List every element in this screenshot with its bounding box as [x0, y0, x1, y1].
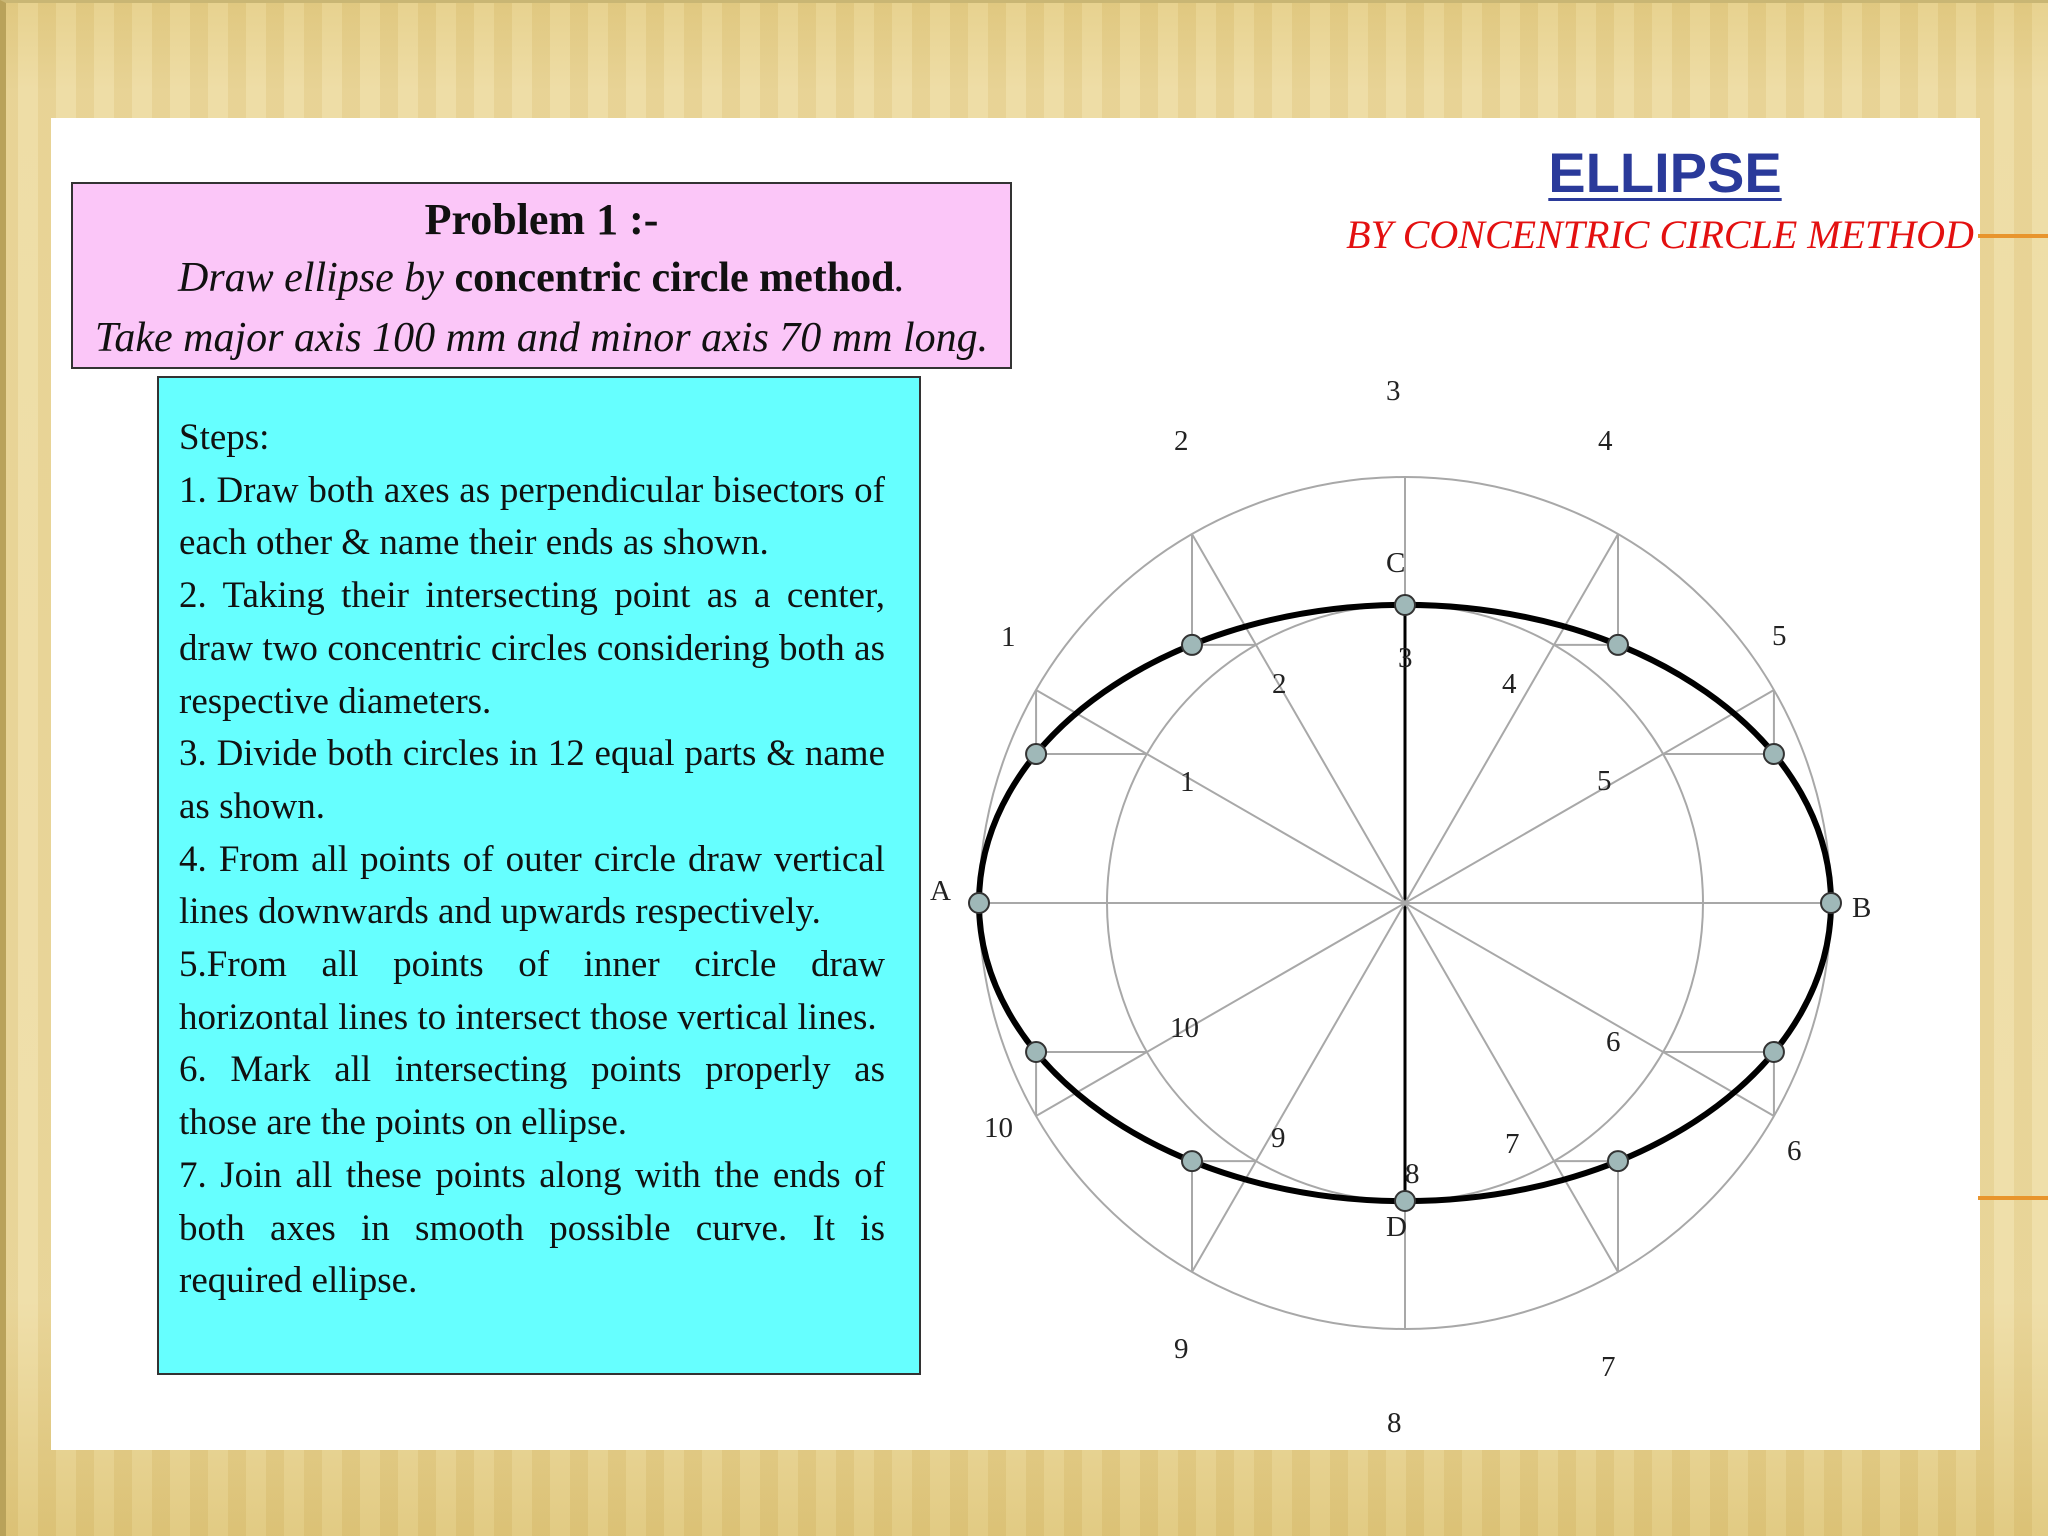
step-2: 2. Taking their intersecting point as a center, draw two concentric circles considering both as respective diameters. [179, 575, 885, 722]
step-3: 3. Divide both circles in 12 equal parts & name as shown. [179, 733, 885, 827]
step-7: 7. Join all these points along with the ends of both axes in smooth possible curve. It is required ellipse. [179, 1154, 885, 1302]
label-d: D [1386, 1211, 1407, 1243]
problem-title: Problem 1 :- [424, 195, 659, 244]
ellipse-point [1821, 893, 1841, 913]
label-c: C [1386, 547, 1406, 579]
outer-label-7: 7 [1601, 1351, 1616, 1383]
ellipse-point [1608, 1151, 1628, 1171]
outer-label-3: 3 [1386, 375, 1401, 407]
step-4: 4. From all points of outer circle draw vertical lines downwards and upwards respectively. [179, 838, 885, 933]
steps-heading: Steps: [179, 417, 270, 458]
ellipse-point [969, 893, 989, 913]
inner-label-6: 6 [1606, 1026, 1621, 1058]
problem-line-2: Take major axis 100 mm and minor axis 70 mm long. [94, 315, 989, 361]
ellipse-point [1395, 1191, 1415, 1211]
inner-label-7: 7 [1505, 1128, 1520, 1160]
inner-label-5: 5 [1597, 765, 1612, 797]
problem-line-1-italic: Draw ellipse by [177, 255, 444, 301]
ellipse-point [1026, 1042, 1046, 1062]
step-5: 5.From all points of inner circle draw horizontal lines to intersect those vertical lines. [179, 944, 885, 1038]
ellipse-point [1764, 1042, 1784, 1062]
label-a: A [930, 875, 951, 907]
inner-label-9: 9 [1271, 1122, 1286, 1154]
outer-label-1: 1 [1001, 621, 1016, 653]
inner-label-10: 10 [1170, 1012, 1199, 1044]
problem-line-1-bold: concentric circle method [454, 255, 895, 301]
outer-label-5: 5 [1772, 620, 1787, 652]
outer-label-4: 4 [1598, 425, 1613, 457]
outer-label-8: 8 [1387, 1407, 1402, 1439]
ellipse-point [1182, 1151, 1202, 1171]
slide-title: ELLIPSE [1548, 141, 1782, 204]
outer-label-2: 2 [1174, 425, 1189, 457]
slide-subtitle: BY CONCENTRIC CIRCLE METHOD [1346, 212, 1974, 257]
step-1: 1. Draw both axes as perpendicular bisectors of each other & name their ends as shown. [179, 469, 885, 564]
ellipse-point [1182, 635, 1202, 655]
outer-label-10: 10 [984, 1112, 1013, 1144]
inner-label-1: 1 [1180, 766, 1195, 798]
outer-label-6: 6 [1787, 1135, 1802, 1167]
ellipse-point [1608, 635, 1628, 655]
problem-line-1-end: . [894, 255, 906, 301]
inner-label-8: 8 [1405, 1158, 1420, 1190]
inner-label-3: 3 [1398, 642, 1413, 674]
inner-label-4: 4 [1502, 668, 1517, 700]
inner-label-2: 2 [1272, 668, 1287, 700]
ellipse-point [1764, 744, 1784, 764]
outer-label-9: 9 [1174, 1333, 1189, 1365]
step-6: 6. Mark all intersecting points properly as those are the points on ellipse. [179, 1049, 885, 1144]
ellipse-point [1026, 744, 1046, 764]
label-b: B [1852, 892, 1872, 924]
ellipse-point [1395, 595, 1415, 615]
